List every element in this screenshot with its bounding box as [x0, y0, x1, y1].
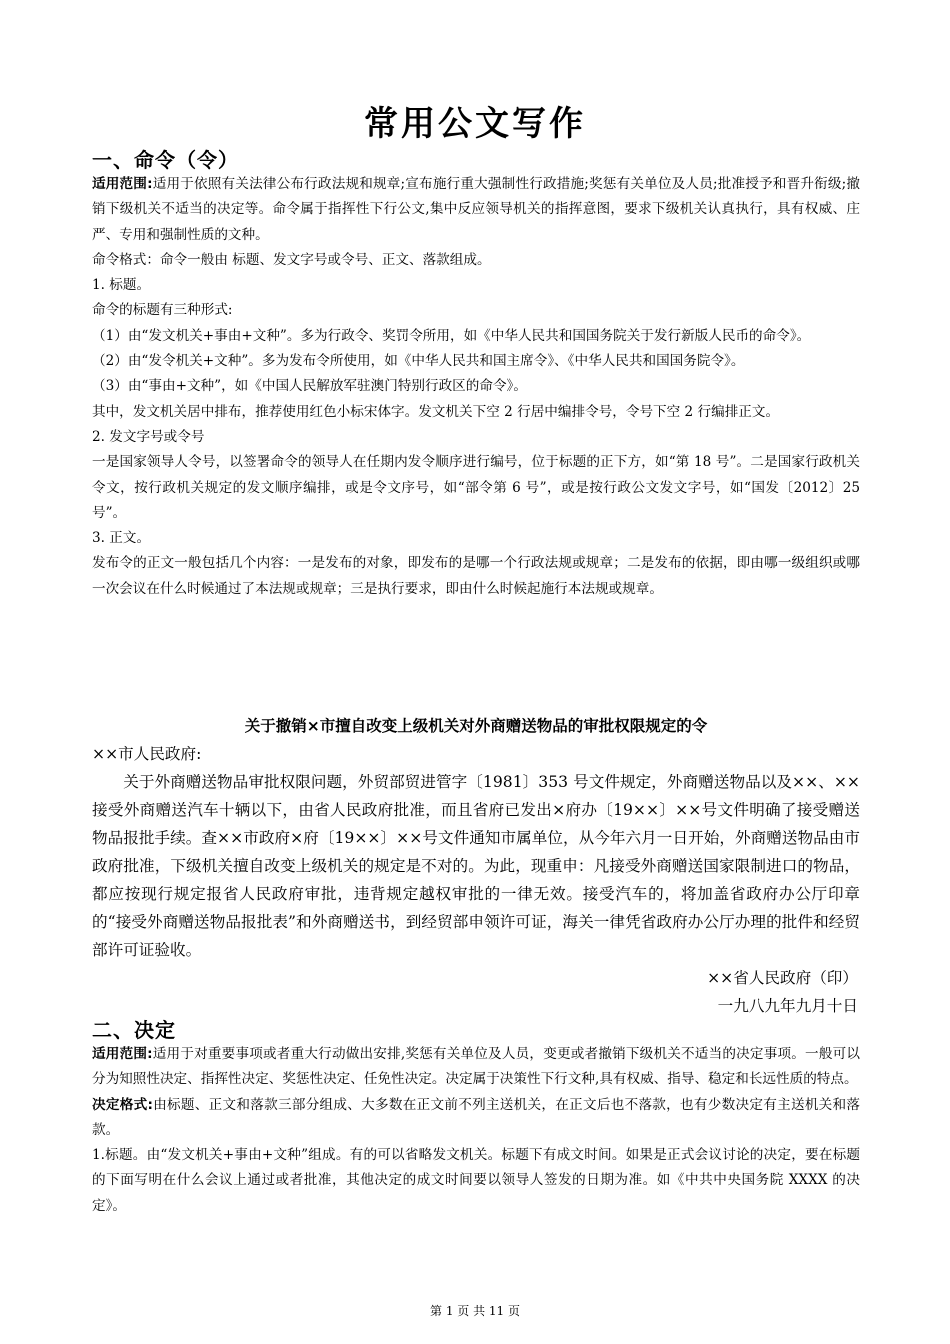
- paragraph: （3）由“事由+文种”，如《中国人民解放军驻澳门特别行政区的命令》。: [92, 378, 527, 395]
- paragraph: 2. 发文字号或令号: [92, 428, 205, 445]
- paragraph: 命令的标题有三种形式:: [92, 302, 233, 319]
- scope-text: 适用于依照有关法律公布行政法规和规章;宣布施行重大强制性行政措施;奖惩有关单位及人员;批准授予和晋升衔级;撤销下级机关不适当的决定等。命令属于指挥性下行公文,集中反应领导机关的指挥意图，要求下级机关认真执行，具有权威、庄严、专用和强制性质的文种。: [92, 176, 860, 243]
- paragraph: 3. 正文。: [92, 530, 151, 547]
- paragraph: 命令格式：命令一般由 标题、发文字号或令号、正文、落款组成。: [92, 251, 491, 268]
- paragraph: 发布令的正文一般包括几个内容：一是发布的对象，即发布的是哪一个行政法规或规章；二是发布的依据，即由哪一级组织或哪一次会议在什么时候通过了本法规或规章；三是执行要求，即由什么时候起施行本法规或规章。: [92, 555, 860, 597]
- example-order-title: 关于撤销×市擅自改变上级机关对外商赠送物品的审批权限规定的令: [244, 717, 708, 735]
- example-signature: ××省人民政府（印）: [707, 969, 858, 987]
- paragraph: 其中，发文机关居中排布，推荐使用红色小标宋体字。发文机关下空 2 行居中编排令号，令号下空 2 行编排正文。: [92, 403, 780, 420]
- format-text: 由标题、正文和落款三部分组成、大多数在正文前不列主送机关，在正文后也不落款，也有少数决定有主送机关和落款。: [92, 1096, 861, 1138]
- example-body-text: 关于外商赠送物品审批权限问题，外贸部贸进管字〔1981〕353 号文件规定，外商赠送物品以及××、××接受外商赠送汽车十辆以下，由省人民政府批准，而且省府已发出×府办〔19××〕××号文件明确了接受赠送物品报批手续。查××市政府×府〔19××〕××号文件通知市属单位，从今年六月一日开始，外商赠送物品由市政府批准，下级机关擅自改变上级机关的规定是不对的。为此，现重申：凡接受外商赠送国家限制进口的物品，都应按现行规定报省人民政府审批，违背规定越权审批的一律无效。接受汽车的，将加盖省政府办公厅印章的“接受外商赠送物品报批表”和外商赠送书，到经贸部申领许可证，海关一律凭省政府办公厅办理的批件和经贸部许可证验收。: [92, 773, 860, 959]
- paragraph: 1.标题。由“发文机关+事由+文种”组成。有的可以省略发文机关。标题下有成文时间。如果是正式会议讨论的决定，要在标题的下面写明在什么会议上通过或者批准，其他决定的成文时间要以领导人签发的日期为准。如《中共中央国务院 XXXX 的决定》。: [92, 1147, 860, 1214]
- example-date: 一九八九年九月十日: [717, 997, 858, 1015]
- paragraph: 一是国家领导人令号，以签署命令的领导人在任期内发令顺序进行编号，位于标题的正下方，如“第 18 号”。二是国家行政机关令文，按行政机关规定的发文顺序编排，或是令文序号，如“部令第 6 号”，或是按行政公文发文字号，如“国发〔2012〕25 号”。: [92, 454, 860, 521]
- paragraph: 1. 标题。: [92, 277, 151, 294]
- scope-paragraph: [92, 172, 860, 248]
- section-heading-order: 一、命令（令）: [92, 148, 239, 172]
- document-title: 常用公文写作: [364, 104, 586, 144]
- paragraph: （2）由“发令机关+文种”。多为发布令所使用，如《中华人民共和国主席令》、《中华人民共和国国务院令》。: [92, 353, 745, 370]
- scope-label: 适用范围:: [92, 176, 153, 192]
- section-order-body: [92, 172, 860, 602]
- paragraph: （1）由“发文机关+事由+文种”。多为行政令、奖罚令所用，如《中华人民共和国国务院关于发行新版人民币的命令》。: [92, 327, 811, 344]
- page-footer: 第 1 页 共 11 页: [430, 1304, 520, 1318]
- scope-label: 适用范围:: [92, 1046, 153, 1062]
- scope-text: 适用于对重要事项或者重大行动做出安排,奖惩有关单位及人员，变更或者撤销下级机关不适当的决定事项。一般可以分为知照性决定、指挥性决定、奖惩性决定、任免性决定。决定属于决策性下行文种,具有权威、指导、稳定和长远性质的特点。: [92, 1046, 860, 1088]
- format-label: 决定格式:: [92, 1096, 153, 1113]
- scope-paragraph: [92, 1042, 860, 1093]
- format-paragraph: [92, 1093, 860, 1144]
- section-heading-decision: 二、决定: [92, 1018, 176, 1042]
- example-addressee: ××市人民政府:: [92, 745, 202, 763]
- example-order-body: [92, 740, 860, 1020]
- section-decision-body: [92, 1042, 860, 1219]
